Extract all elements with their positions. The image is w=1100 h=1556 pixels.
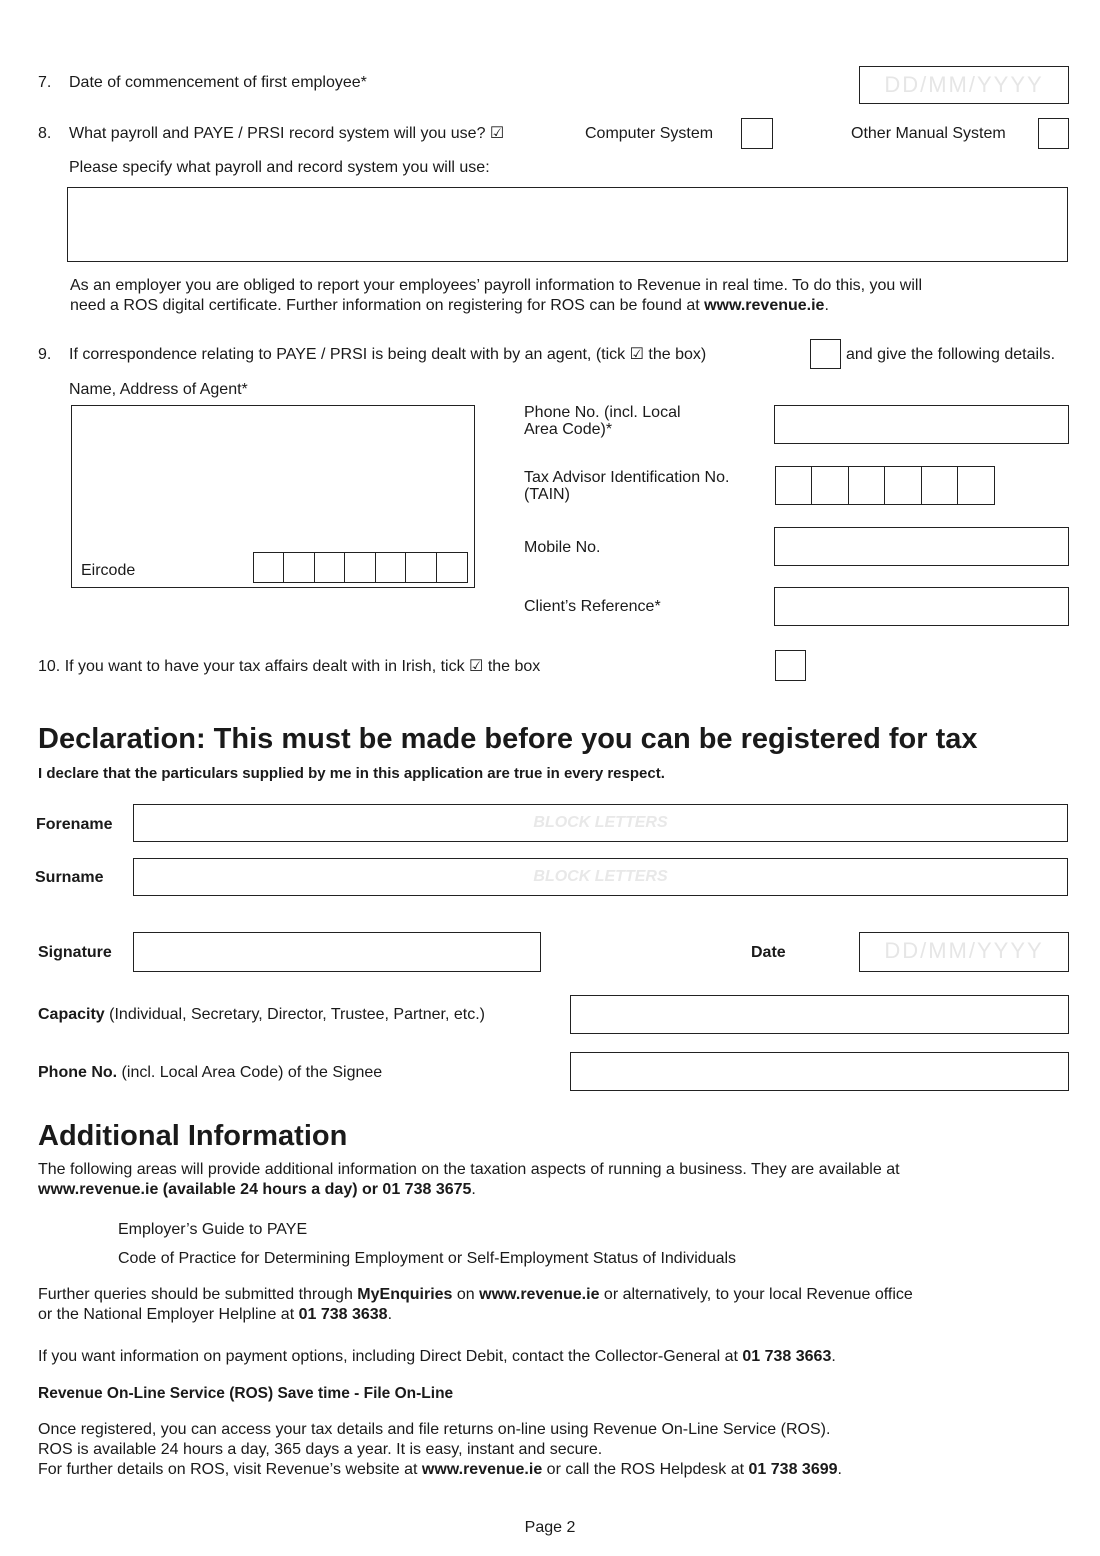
surname-placeholder: BLOCK LETTERS <box>533 868 668 885</box>
ros-line3-a: For further details on ROS, visit Revenue’s website at <box>38 1461 422 1478</box>
employer-helpline-number: 01 738 3638 <box>298 1306 388 1323</box>
queries-line1 <box>38 1285 1078 1305</box>
tain-cell[interactable] <box>957 466 995 505</box>
q9-eircode-label: Eircode <box>81 562 136 579</box>
page-number: Page 2 <box>524 1519 576 1536</box>
q9-eircode-cells[interactable] <box>254 552 468 583</box>
q8-label: What payroll and PAYE / PRSI record system will you use? ☑ <box>69 125 505 142</box>
ros-line2: ROS is available 24 hours a day, 365 days a year. It is easy, instant and secure. <box>38 1441 603 1458</box>
additional-intro-line2 <box>38 1180 1078 1200</box>
q7-number: 7. <box>38 74 52 91</box>
eircode-cell[interactable] <box>314 552 346 583</box>
queries-text-e: or alternatively, to your local Revenue office <box>599 1286 913 1303</box>
payment-text-a: If you want information on payment options, including Direct Debit, contact the Collector-General at <box>38 1348 743 1365</box>
eircode-cell[interactable] <box>344 552 376 583</box>
q9-mobile-field[interactable] <box>774 527 1069 566</box>
page-footer <box>0 1518 1100 1538</box>
tain-cell[interactable] <box>848 466 886 505</box>
q10-irish-checkbox[interactable] <box>775 650 806 681</box>
q8-note <box>70 276 1070 316</box>
capacity-field[interactable] <box>570 995 1069 1034</box>
declaration-date-field[interactable] <box>859 932 1069 972</box>
q9-client-ref-label: Client’s Reference* <box>524 598 661 615</box>
tain-cell[interactable] <box>811 466 849 505</box>
ros-line1: Once registered, you can access your tax details and file returns on-line using Revenue On-Line Service (ROS). <box>38 1421 831 1438</box>
q9-phone-label-2: Area Code)* <box>524 421 613 438</box>
surname-field[interactable] <box>133 858 1068 896</box>
q9-phone-field[interactable] <box>774 405 1069 444</box>
declaration-date-placeholder: DD/MM/YYYY <box>884 938 1044 963</box>
q7-date-placeholder: DD/MM/YYYY <box>884 72 1044 97</box>
surname-label: Surname <box>35 869 104 886</box>
eircode-cell[interactable] <box>375 552 407 583</box>
signature-field[interactable] <box>133 932 541 972</box>
q8-specify-textarea[interactable] <box>67 187 1068 262</box>
tain-cell[interactable] <box>884 466 922 505</box>
tain-cell[interactable] <box>775 466 813 505</box>
q8-note-line1: As an employer you are obliged to report your employees’ payroll information to Revenue in real time. To do this, you will <box>70 277 922 294</box>
signee-phone-label-rest: (incl. Local Area Code) of the Signee <box>117 1064 383 1081</box>
forename-label: Forename <box>36 816 113 833</box>
myenquiries-link[interactable]: MyEnquiries <box>357 1286 453 1303</box>
queries-paragraph <box>38 1285 1078 1325</box>
ros-line3 <box>38 1460 1078 1480</box>
additional-intro-end: . <box>471 1181 476 1198</box>
q9-tain-label-1: Tax Advisor Identification No. <box>524 469 730 486</box>
q9-client-ref-field[interactable] <box>774 587 1069 626</box>
q10-label: 10. If you want to have your tax affairs dealt with in Irish, tick ☑ the box <box>38 658 541 675</box>
queries-text-a: Further queries should be submitted through <box>38 1286 358 1303</box>
signature-label: Signature <box>38 944 112 961</box>
collector-general-number: 01 738 3663 <box>742 1348 832 1365</box>
signee-phone-label <box>38 1063 382 1083</box>
eircode-cell[interactable] <box>436 552 468 583</box>
eircode-cell[interactable] <box>405 552 437 583</box>
q8-specify-label: Please specify what payroll and record system you will use: <box>69 159 490 176</box>
signee-phone-label-bold: Phone No. <box>38 1064 118 1081</box>
q9-tain-label-2: (TAIN) <box>524 486 570 503</box>
additional-heading: Additional Information <box>38 1120 348 1152</box>
q8-note-line2: need a ROS digital certificate. Further information on registering for ROS can be found at <box>70 297 705 314</box>
capacity-label-rest: (Individual, Secretary, Director, Trustee, Partner, etc.) <box>104 1006 485 1023</box>
capacity-label <box>38 1005 485 1025</box>
q9-label-after: and give the following details. <box>846 346 1056 363</box>
q9-number: 9. <box>38 346 52 363</box>
q8-note-link[interactable]: www.revenue.ie <box>704 297 825 314</box>
q9-phone-label <box>524 404 681 438</box>
additional-intro-link[interactable]: www.revenue.ie (available 24 hours a day) or 01 738 3675 <box>38 1181 472 1198</box>
q8-note-line2-wrap <box>70 296 1070 316</box>
tain-cell[interactable] <box>921 466 959 505</box>
payment-text-c: . <box>831 1348 836 1365</box>
guide-item-code-of-practice: Code of Practice for Determining Employment or Self-Employment Status of Individuals <box>118 1250 737 1267</box>
queries-revenue-link[interactable]: www.revenue.ie <box>479 1286 600 1303</box>
queries-text-c: on <box>452 1286 480 1303</box>
q7-date-field[interactable] <box>859 66 1069 104</box>
eircode-cell[interactable] <box>253 552 285 583</box>
ros-revenue-link[interactable]: www.revenue.ie <box>421 1461 543 1478</box>
additional-intro-line1: The following areas will provide additional information on the taxation aspects of running a business. They are available at <box>38 1161 900 1178</box>
q9-tain-cells[interactable] <box>776 466 995 505</box>
q8-computer-checkbox[interactable] <box>741 118 773 149</box>
q8-note-end: . <box>824 297 829 314</box>
forename-placeholder: BLOCK LETTERS <box>533 814 668 831</box>
q9-agent-label: Name, Address of Agent* <box>69 381 248 398</box>
queries-text-f: or the National Employer Helpline at <box>38 1306 299 1323</box>
payment-paragraph <box>38 1347 836 1367</box>
signee-phone-field[interactable] <box>570 1052 1069 1091</box>
capacity-label-bold: Capacity <box>38 1006 105 1023</box>
q9-phone-label-1: Phone No. (incl. Local <box>524 404 681 421</box>
declaration-statement: I declare that the particulars supplied by me in this application are true in every respect. <box>38 765 665 782</box>
q8-option-computer-label: Computer System <box>585 125 714 142</box>
ros-paragraph <box>38 1420 1078 1480</box>
ros-heading: Revenue On-Line Service (ROS) Save time - File On-Line <box>38 1385 454 1402</box>
q9-label: If correspondence relating to PAYE / PRSI is being dealt with by an agent, (tick ☑ the box) <box>69 346 707 363</box>
q9-mobile-label: Mobile No. <box>524 539 601 556</box>
queries-text-h: . <box>387 1306 393 1323</box>
ros-line3-e: . <box>837 1461 842 1478</box>
q8-number: 8. <box>38 125 52 142</box>
q8-manual-checkbox[interactable] <box>1038 118 1069 149</box>
ros-helpdesk-number: 01 738 3699 <box>748 1461 838 1478</box>
q9-agent-address-field[interactable] <box>71 405 475 588</box>
declaration-date-label: Date <box>751 944 786 961</box>
q7-label: Date of commencement of first employee* <box>69 74 367 91</box>
q8-option-manual-label: Other Manual System <box>851 125 1006 142</box>
guide-item-paye: Employer’s Guide to PAYE <box>118 1221 308 1238</box>
forename-field[interactable] <box>133 804 1068 842</box>
q9-tain-label <box>524 469 729 503</box>
ros-line3-c: or call the ROS Helpdesk at <box>542 1461 749 1478</box>
eircode-cell[interactable] <box>283 552 315 583</box>
queries-line2 <box>38 1305 1078 1325</box>
declaration-heading: Declaration: This must be made before you can be registered for tax <box>38 723 978 755</box>
additional-intro <box>38 1160 1078 1200</box>
q9-agent-checkbox[interactable] <box>810 339 841 369</box>
